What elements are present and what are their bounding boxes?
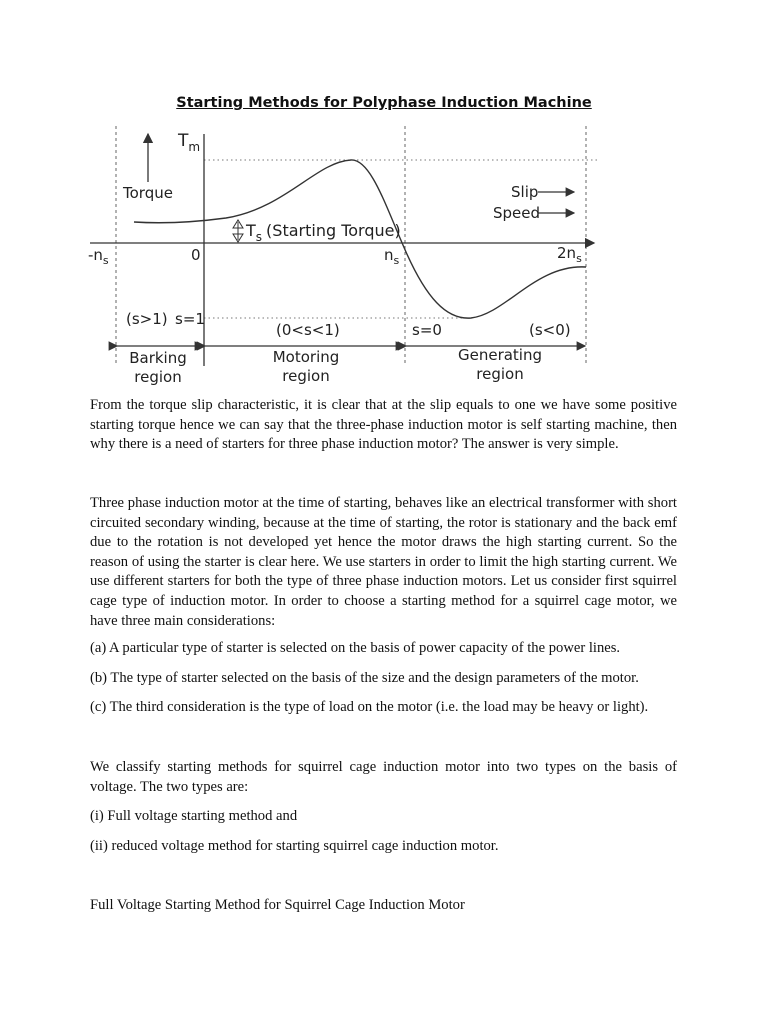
motoring-region-label-line1: Motoring <box>272 348 340 366</box>
document-title: Starting Methods for Polyphase Induction Machine <box>176 95 592 111</box>
list-item-a: (a) A particular type of starter is selected on the basis of power capacity of the power lines. <box>90 640 621 656</box>
s-eq-0-label: s=0 <box>412 321 442 339</box>
paragraph-starting-behaviour: Three phase induction motor at the time of starting, behaves like an electrical transformer with short circuited secondary winding, because at the time of starting, the rotor is stationary and the back emf due to the rotation is not developed yet hence the motor draws the high starting current. So the reason of using the starter is clear here. We use starters in order to limit the high starting current. We use different starters for both the type of three phase induction motors. Let us consider first squirrel cage type of induction motor. In order to choose a starting method for a squirrel cage motor, we have three main considerations: <box>90 495 677 629</box>
generating-region-label-line2: region <box>476 365 524 383</box>
tm-label: $T_m$ <box>178 131 201 154</box>
barking-region-label-line2: region <box>134 368 182 386</box>
s-range-motoring-label: (0<s<1) <box>276 321 340 339</box>
neg-ns-label: $-n_s$ <box>88 246 109 267</box>
generating-region-label-line1: Generating <box>457 346 543 364</box>
ns-label: $n_s$ <box>384 246 400 267</box>
paragraph-classification: We classify starting methods for squirrel cage induction motor into two types on the basis of voltage. The two types are: <box>90 759 677 795</box>
zero-label: 0 <box>191 246 201 264</box>
torque-slip-figure <box>86 122 606 390</box>
section-heading-full-voltage: Full Voltage Starting Method for Squirrel Cage Induction Motor <box>90 897 465 913</box>
torque-label: Torque <box>123 184 173 202</box>
list-item-i: (i) Full voltage starting method and <box>90 808 298 824</box>
speed-label: Speed <box>493 204 541 222</box>
slip-label: Slip <box>511 183 539 201</box>
barking-region-label-line1: Barking <box>129 349 187 367</box>
s-eq-1-label: s=1 <box>175 310 205 328</box>
two-ns-label: $2n_s$ <box>557 244 582 265</box>
ts-label: $T_s$ (Starting Torque) <box>246 221 401 244</box>
list-item-b: (b) The type of starter selected on the basis of the size and the design parameters of the motor. <box>90 670 639 686</box>
list-item-c: (c) The third consideration is the type of load on the motor (i.e. the load may be heavy or light). <box>90 699 649 715</box>
s-gt-1-label: (s>1) <box>126 310 168 328</box>
motoring-region-label-line2: region <box>282 367 330 385</box>
list-item-ii: (ii) reduced voltage method for starting squirrel cage induction motor. <box>90 838 499 854</box>
paragraph-torque-slip: From the torque slip characteristic, it is clear that at the slip equals to one we have some positive starting torque hence we can say that the three-phase induction motor is self starting machine, then why there is a need of starters for three phase induction motor? The answer is very simple. <box>90 397 677 453</box>
s-lt-0-label: (s<0) <box>529 321 571 339</box>
